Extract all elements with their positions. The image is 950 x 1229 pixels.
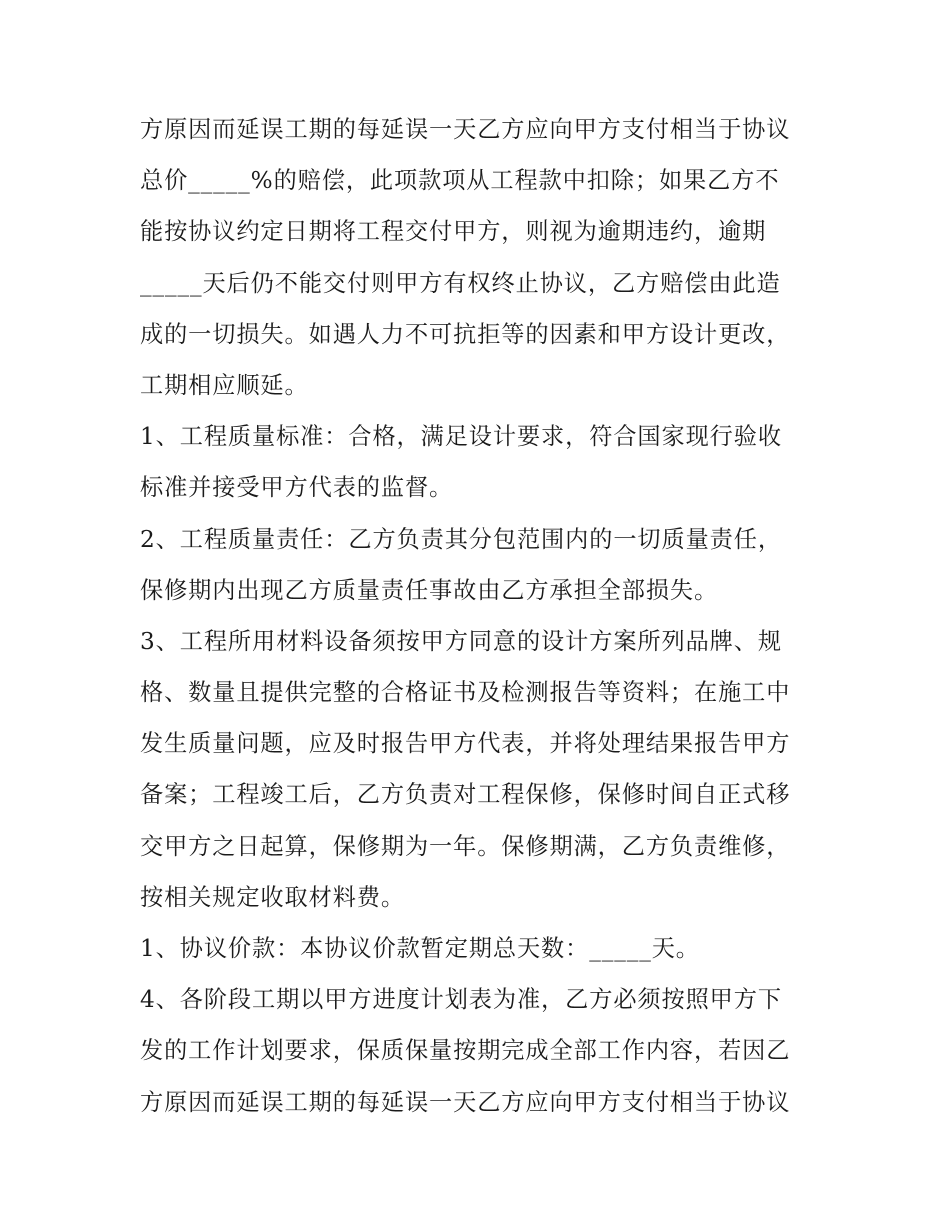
text-line: 1、工程质量标准：合格，满足设计要求，符合国家现行验收 bbox=[140, 423, 782, 451]
text-line: 4、各阶段工期以甲方进度计划表为准，乙方必须按照甲方下 bbox=[140, 986, 782, 1014]
text-line: 总价_____%的赔偿，此项款项从工程款中扣除；如果乙方不 bbox=[140, 167, 780, 195]
text-line: 交甲方之日起算，保修期为一年。保修期满，乙方负责维修， bbox=[140, 832, 791, 860]
text-line: 按相关规定收取材料费。 bbox=[140, 883, 405, 911]
text-line: 格、数量且提供完整的合格证书及检测报告等资料；在施工中 bbox=[140, 679, 791, 707]
text-line: 发的工作计划要求，保质保量按期完成全部工作内容，若因乙 bbox=[140, 1037, 791, 1065]
text-line: _____天后仍不能交付则甲方有权终止协议，乙方赔偿由此造 bbox=[140, 269, 781, 297]
document-page bbox=[140, 104, 820, 1128]
text-line: 3、工程所用材料设备须按甲方同意的设计方案所列品牌、规 bbox=[140, 627, 782, 655]
text-line: 工期相应顺延。 bbox=[140, 371, 309, 399]
text-line: 能按协议约定日期将工程交付甲方，则视为逾期违约，逾期 bbox=[140, 218, 767, 246]
text-line: 2、工程质量责任：乙方负责其分包范围内的一切质量责任， bbox=[140, 525, 782, 553]
text-line: 成的一切损失。如遇人力不可抗拒等的因素和甲方设计更改， bbox=[140, 320, 791, 348]
text-line: 发生质量问题，应及时报告甲方代表，并将处理结果报告甲方 bbox=[140, 730, 791, 758]
text-line: 方原因而延误工期的每延误一天乙方应向甲方支付相当于协议 bbox=[140, 1088, 791, 1116]
text-line: 保修期内出现乙方质量责任事故由乙方承担全部损失。 bbox=[140, 576, 719, 604]
text-line: 标准并接受甲方代表的监督。 bbox=[140, 474, 454, 502]
text-line: 1、协议价款：本协议价款暂定期总天数：_____天。 bbox=[140, 935, 700, 962]
text-line: 备案；工程竣工后，乙方负责对工程保修，保修时间自正式移 bbox=[140, 781, 791, 809]
text-line: 方原因而延误工期的每延误一天乙方应向甲方支付相当于协议 bbox=[140, 116, 791, 143]
